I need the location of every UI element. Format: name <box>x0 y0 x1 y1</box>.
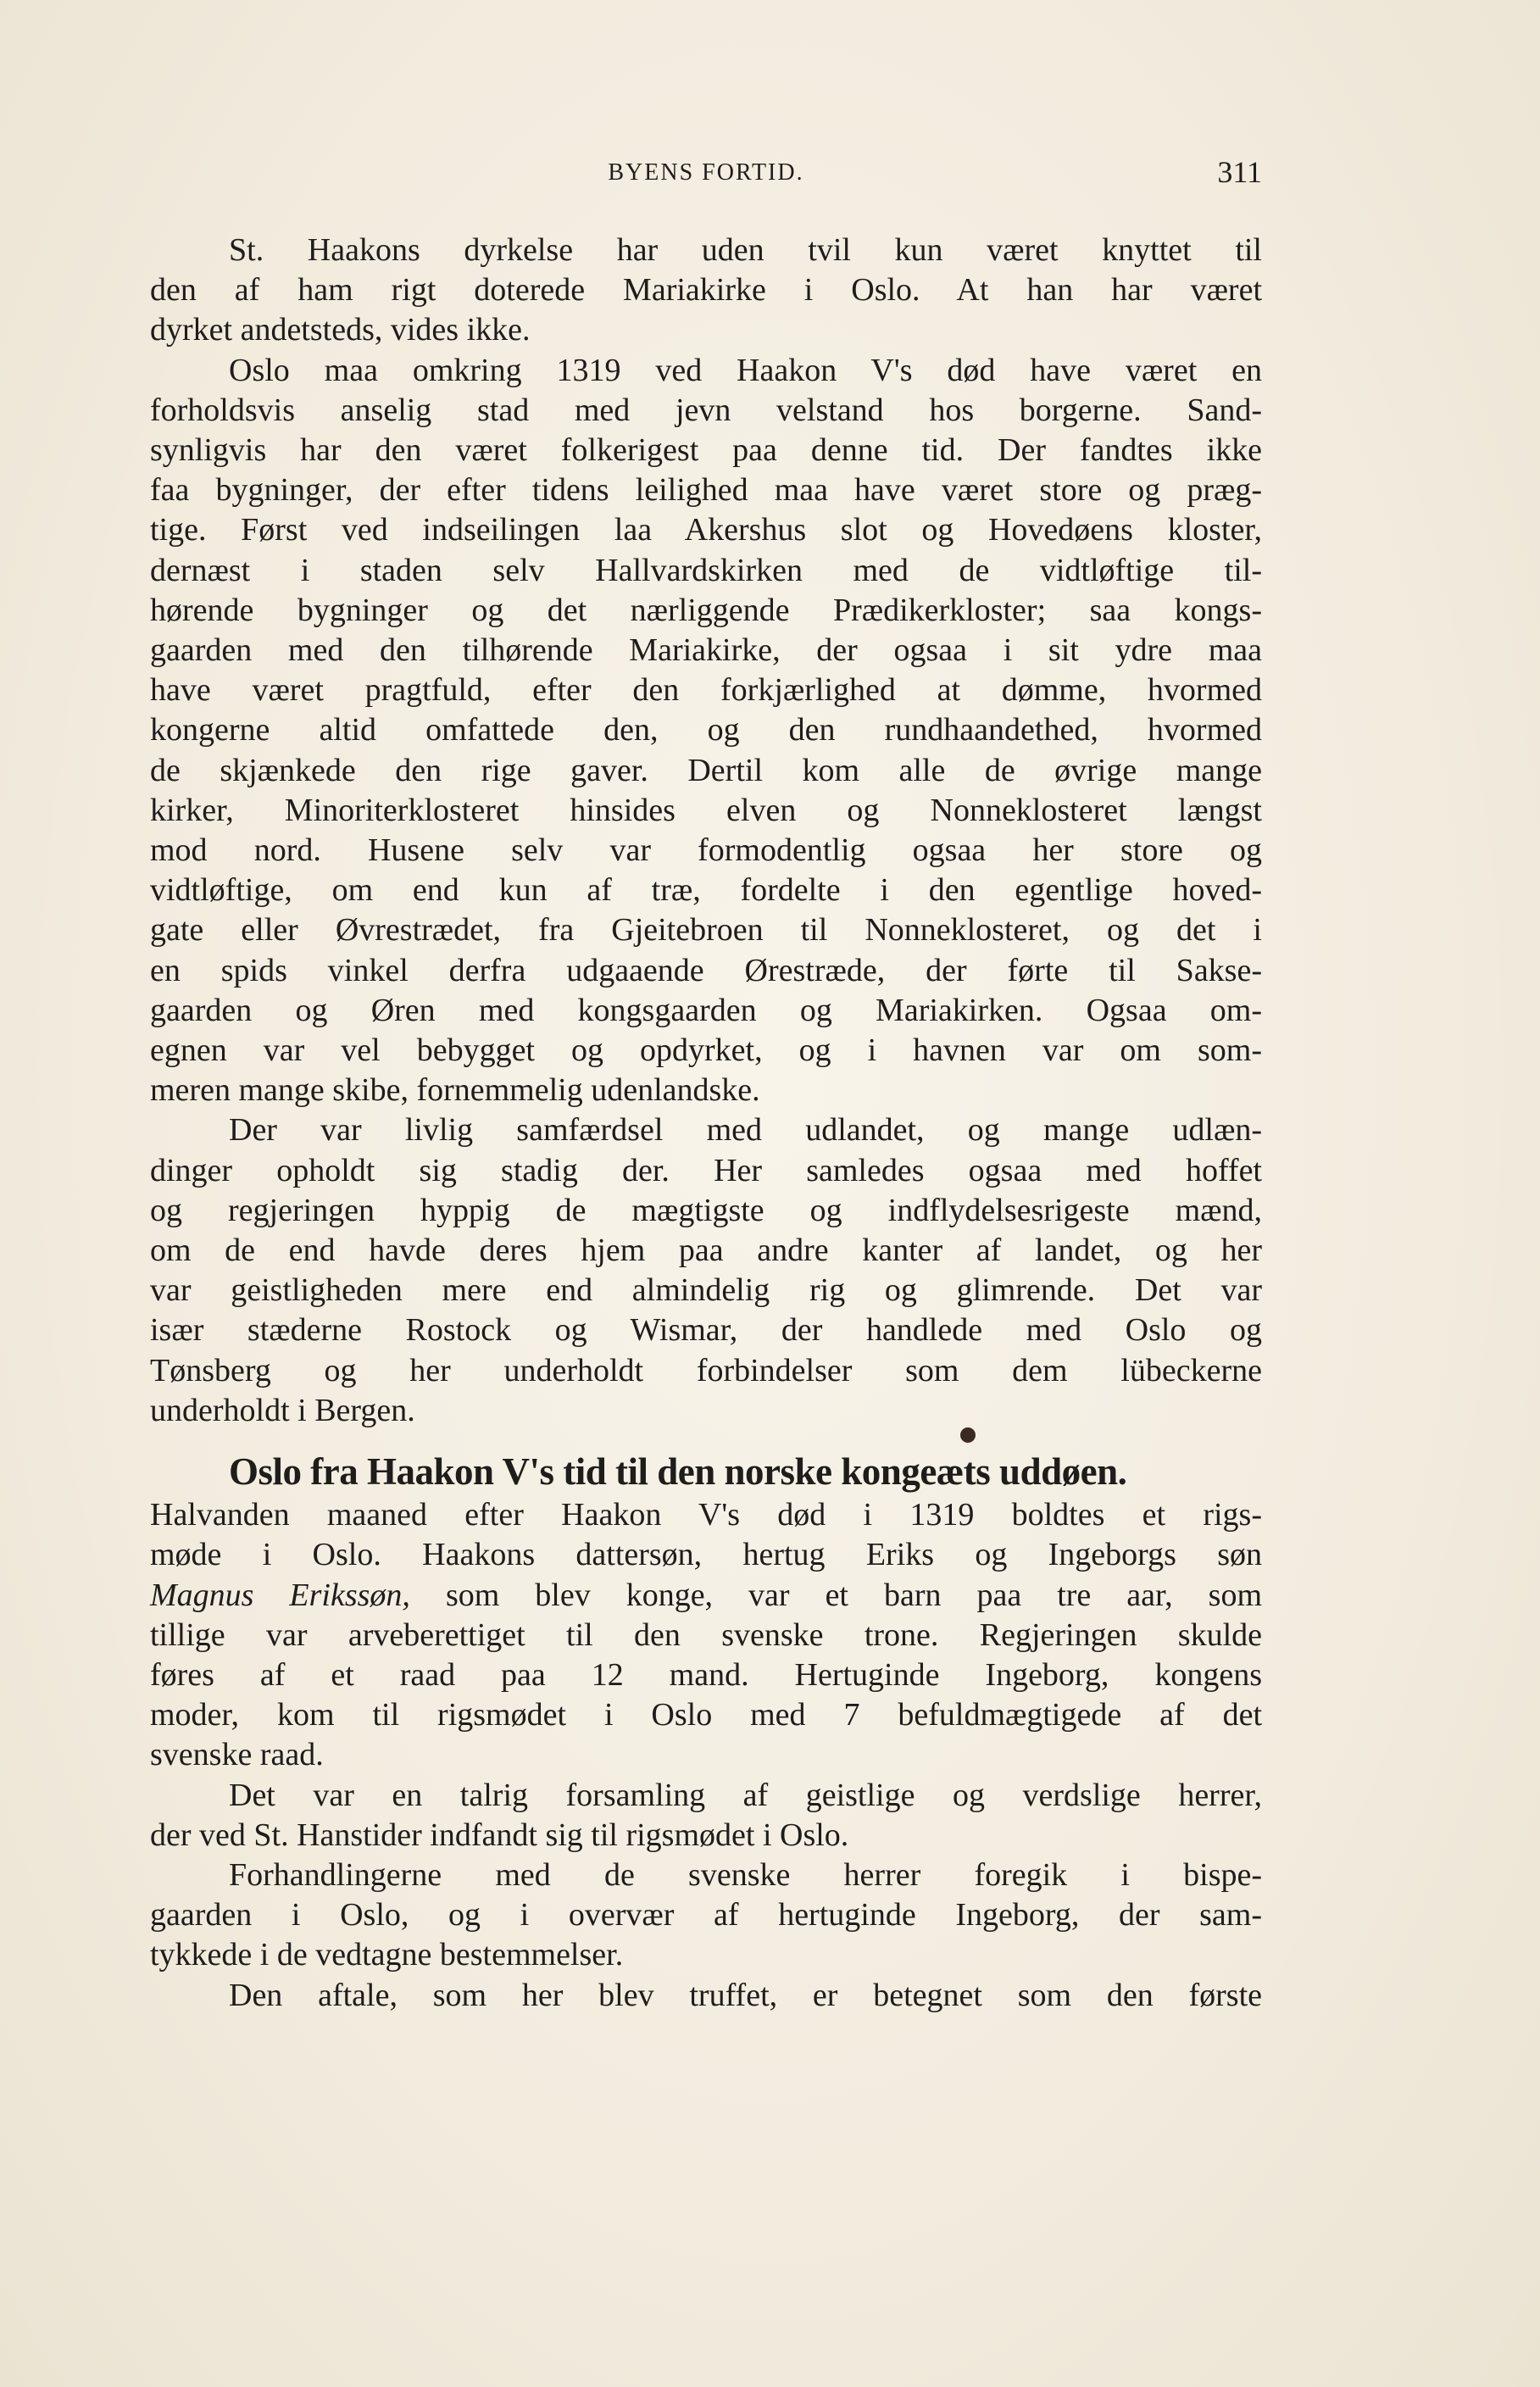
running-head <box>150 154 1262 197</box>
text-line: gaarden med den tilhørende Mariakirke, der ogsaa i sit ydre maa <box>150 632 1262 669</box>
paragraph-3 <box>150 1110 1262 1431</box>
text-line: en spids vinkel derfra udgaaende Ørestræde, der førte til Sakse- <box>150 952 1262 988</box>
text-line: var geistligheden mere end almindelig rig og glimrende. Det var <box>150 1272 1262 1309</box>
text-line: faa bygninger, der efter tidens leilighed maa have været store og præg- <box>150 472 1262 509</box>
text-line: forholdsvis anselig stad med jevn velstand hos borgerne. Sand- <box>150 392 1262 428</box>
text-line: moder, kom til rigsmødet i Oslo med 7 befuldmægtigede af det <box>150 1697 1262 1733</box>
text-line: Tønsberg og her underholdt forbindelser som dem lübeckerne <box>150 1352 1262 1388</box>
text-line: møde i Oslo. Haakons dattersøn, hertug Eriks og Ingeborgs søn <box>150 1537 1262 1573</box>
text-line: der ved St. Hanstider indfandt sig til rigsmødet i Oslo. <box>150 1817 849 1853</box>
text-line: mod nord. Husene selv var formodentlig ogsaa her store og <box>150 832 1262 869</box>
text-line: gaarden og Øren med kongsgaarden og Mariakirken. Ogsaa om- <box>150 992 1262 1028</box>
text-line: svenske raad. <box>150 1737 324 1773</box>
text-line: Det var en talrig forsamling af geistlige og verdslige herrer, <box>229 1777 1262 1813</box>
text-line: dinger opholdt sig stadig der. Her samledes ogsaa med hoffet <box>150 1152 1262 1188</box>
text-line: egnen var vel bebygget og opdyrket, og i havnen var om som- <box>150 1032 1262 1069</box>
ink-spot <box>960 1427 976 1443</box>
text-line: have været pragtfuld, efter den forkjærlighed at dømme, hvormed <box>150 672 1262 709</box>
text-line: St. Haakons dyrkelse har uden tvil kun været knyttet til <box>229 232 1262 268</box>
text-line: gaarden i Oslo, og i overvær af hertuginde Ingeborg, der sam- <box>150 1897 1262 1934</box>
text-line: den af ham rigt doterede Mariakirke i Oslo. At han har været <box>150 272 1262 309</box>
section-paragraph-3 <box>150 1856 1262 1976</box>
text-fragment: som blev konge, var et barn paa tre aar, som <box>445 1577 1262 1613</box>
text-line: tykkede i de vedtagne bestemmelser. <box>150 1937 624 1973</box>
paragraph-2 <box>150 351 1262 1111</box>
section-paragraph-4 <box>150 1976 1262 2016</box>
text-line: om de end havde deres hjem paa andre kanter af landet, og her <box>150 1232 1262 1269</box>
text-line: Forhandlingerne med de svenske herrer foregik i bispe- <box>229 1856 1262 1893</box>
text-line: hørende bygninger og det nærliggende Prædikerkloster; saa kongs- <box>150 592 1262 628</box>
page-number: 311 <box>1217 155 1262 189</box>
text-line: og regjeringen hyppig de mægtigste og indflydelsesrigeste mænd, <box>150 1192 1262 1228</box>
text-line: Oslo maa omkring 1319 ved Haakon V's død have været en <box>229 352 1262 388</box>
text-line: kirker, Minoriterklosteret hinsides elven og Nonneklosteret længst <box>150 792 1262 828</box>
text-line: Halvanden maaned efter Haakon V's død i 1319 boldtes et rigs- <box>150 1497 1262 1533</box>
text-line: Der var livlig samfærdsel med udlandet, og mange udlæn- <box>229 1112 1262 1149</box>
text-line: Den aftale, som her blev truffet, er betegnet som den første <box>229 1977 1262 2013</box>
text-line: tige. Først ved indseilingen laa Akershus slot og Hovedøens kloster, <box>150 512 1262 548</box>
section-paragraph-1 <box>150 1495 1262 1775</box>
book-page <box>150 0 1262 2387</box>
text-line: kongerne altid omfattede den, og den rundhaandethed, hvormed <box>150 712 1262 748</box>
text-line: meren mange skibe, fornemmelig udenlandske. <box>150 1072 760 1109</box>
text-line: dernæst i staden selv Hallvardskirken med de vidtløftige til- <box>150 552 1262 588</box>
running-title: BYENS FORTID. <box>608 159 804 186</box>
italic-name: Magnus Erikssøn, <box>150 1577 410 1613</box>
body-text <box>150 231 1262 2016</box>
text-line: dyrket andetsteds, vides ikke. <box>150 312 531 348</box>
paragraph-1 <box>150 231 1262 351</box>
text-line: tillige var arveberettiget til den svenske trone. Regjeringen skulde <box>150 1616 1262 1653</box>
text-line: underholdt i Bergen. <box>150 1392 415 1428</box>
section-heading: Oslo fra Haakon V's tid til den norske kongeæts uddøen. <box>229 1450 1127 1494</box>
text-line: synligvis har den været folkerigest paa denne tid. Der fandtes ikke <box>150 432 1262 469</box>
text-line: især stæderne Rostock og Wismar, der handlede med Oslo og <box>150 1312 1262 1349</box>
text-line: de skjænkede den rige gaver. Dertil kom alle de øvrige mange <box>150 752 1262 788</box>
section-paragraph-2 <box>150 1776 1262 1856</box>
text-line-with-italic <box>150 1576 1262 1616</box>
text-line: gate eller Øvrestrædet, fra Gjeitebroen til Nonneklosteret, og det i <box>150 912 1262 949</box>
text-line: føres af et raad paa 12 mand. Hertuginde Ingeborg, kongens <box>150 1656 1262 1693</box>
text-line: vidtløftige, om end kun af træ, fordelte i den egentlige hoved- <box>150 872 1262 909</box>
